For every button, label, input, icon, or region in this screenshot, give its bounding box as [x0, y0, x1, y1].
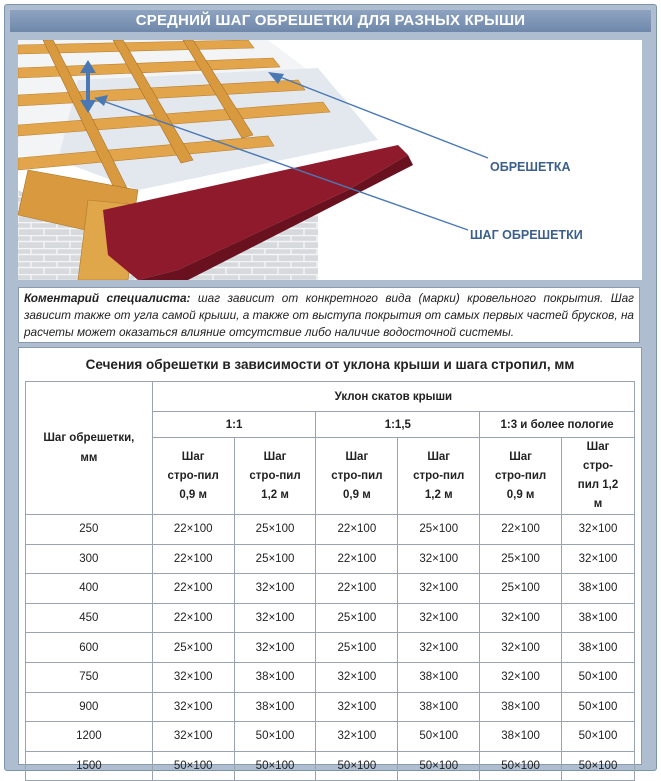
section-cell: 50×100: [562, 751, 635, 781]
section-cell: 32×100: [316, 722, 398, 752]
section-cell: 32×100: [480, 603, 562, 633]
section-cell: 32×100: [234, 574, 316, 604]
section-cell: 25×100: [234, 544, 316, 574]
section-cell: 22×100: [316, 544, 398, 574]
section-cell: 38×100: [562, 633, 635, 663]
section-cell: 32×100: [234, 603, 316, 633]
section-cell: 38×100: [562, 574, 635, 604]
comment-lead: Коментарий специалиста:: [24, 291, 191, 305]
section-cell: 32×100: [398, 633, 480, 663]
section-cell: 22×100: [152, 515, 234, 545]
section-cell: 25×100: [316, 603, 398, 633]
page-title: СРЕДНИЙ ШАГ ОБРЕШЕТКИ ДЛЯ РАЗНЫХ КРЫШИ: [10, 10, 651, 32]
step-cell: 1200: [26, 722, 153, 752]
rafter-header: Шаг стро-пил 0,9 м: [480, 438, 562, 515]
section-cell: 22×100: [152, 603, 234, 633]
section-cell: 32×100: [234, 633, 316, 663]
step-cell: 450: [26, 603, 153, 633]
section-cell: 38×100: [480, 692, 562, 722]
rafter-header: Шаг стро-пил 1,2 м: [234, 438, 316, 515]
section-cell: 32×100: [398, 574, 480, 604]
step-cell: 300: [26, 544, 153, 574]
table-row: [26, 544, 635, 574]
slope-header: 1:3 и более пологие: [480, 412, 635, 438]
table-row: [26, 722, 635, 752]
section-cell: 38×100: [398, 692, 480, 722]
roof-illustration: [18, 40, 642, 280]
section-cell: 32×100: [562, 515, 635, 545]
step-cell: 400: [26, 574, 153, 604]
table-row: [26, 633, 635, 663]
section-cell: 25×100: [480, 544, 562, 574]
section-cell: 22×100: [152, 544, 234, 574]
group-header: Уклон скатов крыши: [152, 382, 634, 412]
section-cell: 38×100: [562, 603, 635, 633]
section-cell: 32×100: [152, 692, 234, 722]
table-body: [26, 515, 635, 781]
step-cell: 750: [26, 662, 153, 692]
section-cell: 32×100: [480, 633, 562, 663]
section-cell: 50×100: [562, 722, 635, 752]
table-row: [26, 751, 635, 781]
table-row: [26, 662, 635, 692]
slope-header: 1:1,5: [316, 412, 480, 438]
section-cell: 38×100: [234, 662, 316, 692]
section-cell: 25×100: [152, 633, 234, 663]
section-cell: 32×100: [398, 603, 480, 633]
section-cell: 50×100: [562, 662, 635, 692]
section-cell: 50×100: [234, 751, 316, 781]
section-cell: 32×100: [152, 662, 234, 692]
step-cell: 250: [26, 515, 153, 545]
table-row: [26, 574, 635, 604]
table-row: [26, 692, 635, 722]
rafter-header: Шаг стро-пил 0,9 м: [152, 438, 234, 515]
label-lathing-step: ШАГ ОБРЕШЕТКИ: [470, 228, 583, 242]
expert-comment: [18, 287, 640, 343]
rafter-header: Шаг стро-пил 1,2 м: [398, 438, 480, 515]
section-cell: 38×100: [398, 662, 480, 692]
section-cell: 32×100: [152, 722, 234, 752]
lathing-table: [25, 381, 635, 781]
slope-header: 1:1: [152, 412, 316, 438]
section-cell: 22×100: [316, 574, 398, 604]
step-cell: 900: [26, 692, 153, 722]
section-cell: 50×100: [234, 722, 316, 752]
section-cell: 50×100: [562, 692, 635, 722]
comment-text: шаг зависит от конкретного вида (марки) кровельного покрытия. Шаг зависит также от угла самой крыши, а также от выступа покрытия от самых первых частей брусков, на расчеты может оказаться влияние отсутствие либо наличие водосточной системы.: [24, 291, 634, 339]
section-cell: 50×100: [316, 751, 398, 781]
step-cell: 600: [26, 633, 153, 663]
section-cell: 25×100: [234, 515, 316, 545]
table-row: [26, 515, 635, 545]
section-cell: 32×100: [316, 692, 398, 722]
rafter-header: Шаг стро-пил 1,2 м: [562, 438, 635, 515]
rafter-header: Шаг стро-пил 0,9 м: [316, 438, 398, 515]
section-cell: 38×100: [480, 722, 562, 752]
section-cell: 25×100: [398, 515, 480, 545]
section-cell: 32×100: [480, 662, 562, 692]
section-cell: 22×100: [480, 515, 562, 545]
section-cell: 32×100: [562, 544, 635, 574]
table-panel: [18, 347, 642, 773]
section-cell: 32×100: [316, 662, 398, 692]
section-cell: 25×100: [316, 633, 398, 663]
section-cell: 50×100: [398, 751, 480, 781]
section-cell: 32×100: [398, 544, 480, 574]
section-cell: 25×100: [480, 574, 562, 604]
section-cell: 22×100: [152, 574, 234, 604]
table-row: [26, 603, 635, 633]
section-cell: 50×100: [152, 751, 234, 781]
section-cell: 38×100: [234, 692, 316, 722]
step-cell: 1500: [26, 751, 153, 781]
row-header: Шаг обрешетки, мм: [26, 382, 153, 515]
label-lathing: ОБРЕШЕТКА: [490, 160, 571, 174]
section-cell: 50×100: [480, 751, 562, 781]
table-caption: Сечения обрешетки в зависимости от уклона крыши и шага стропил, мм: [85, 357, 575, 372]
section-cell: 22×100: [316, 515, 398, 545]
section-cell: 50×100: [398, 722, 480, 752]
